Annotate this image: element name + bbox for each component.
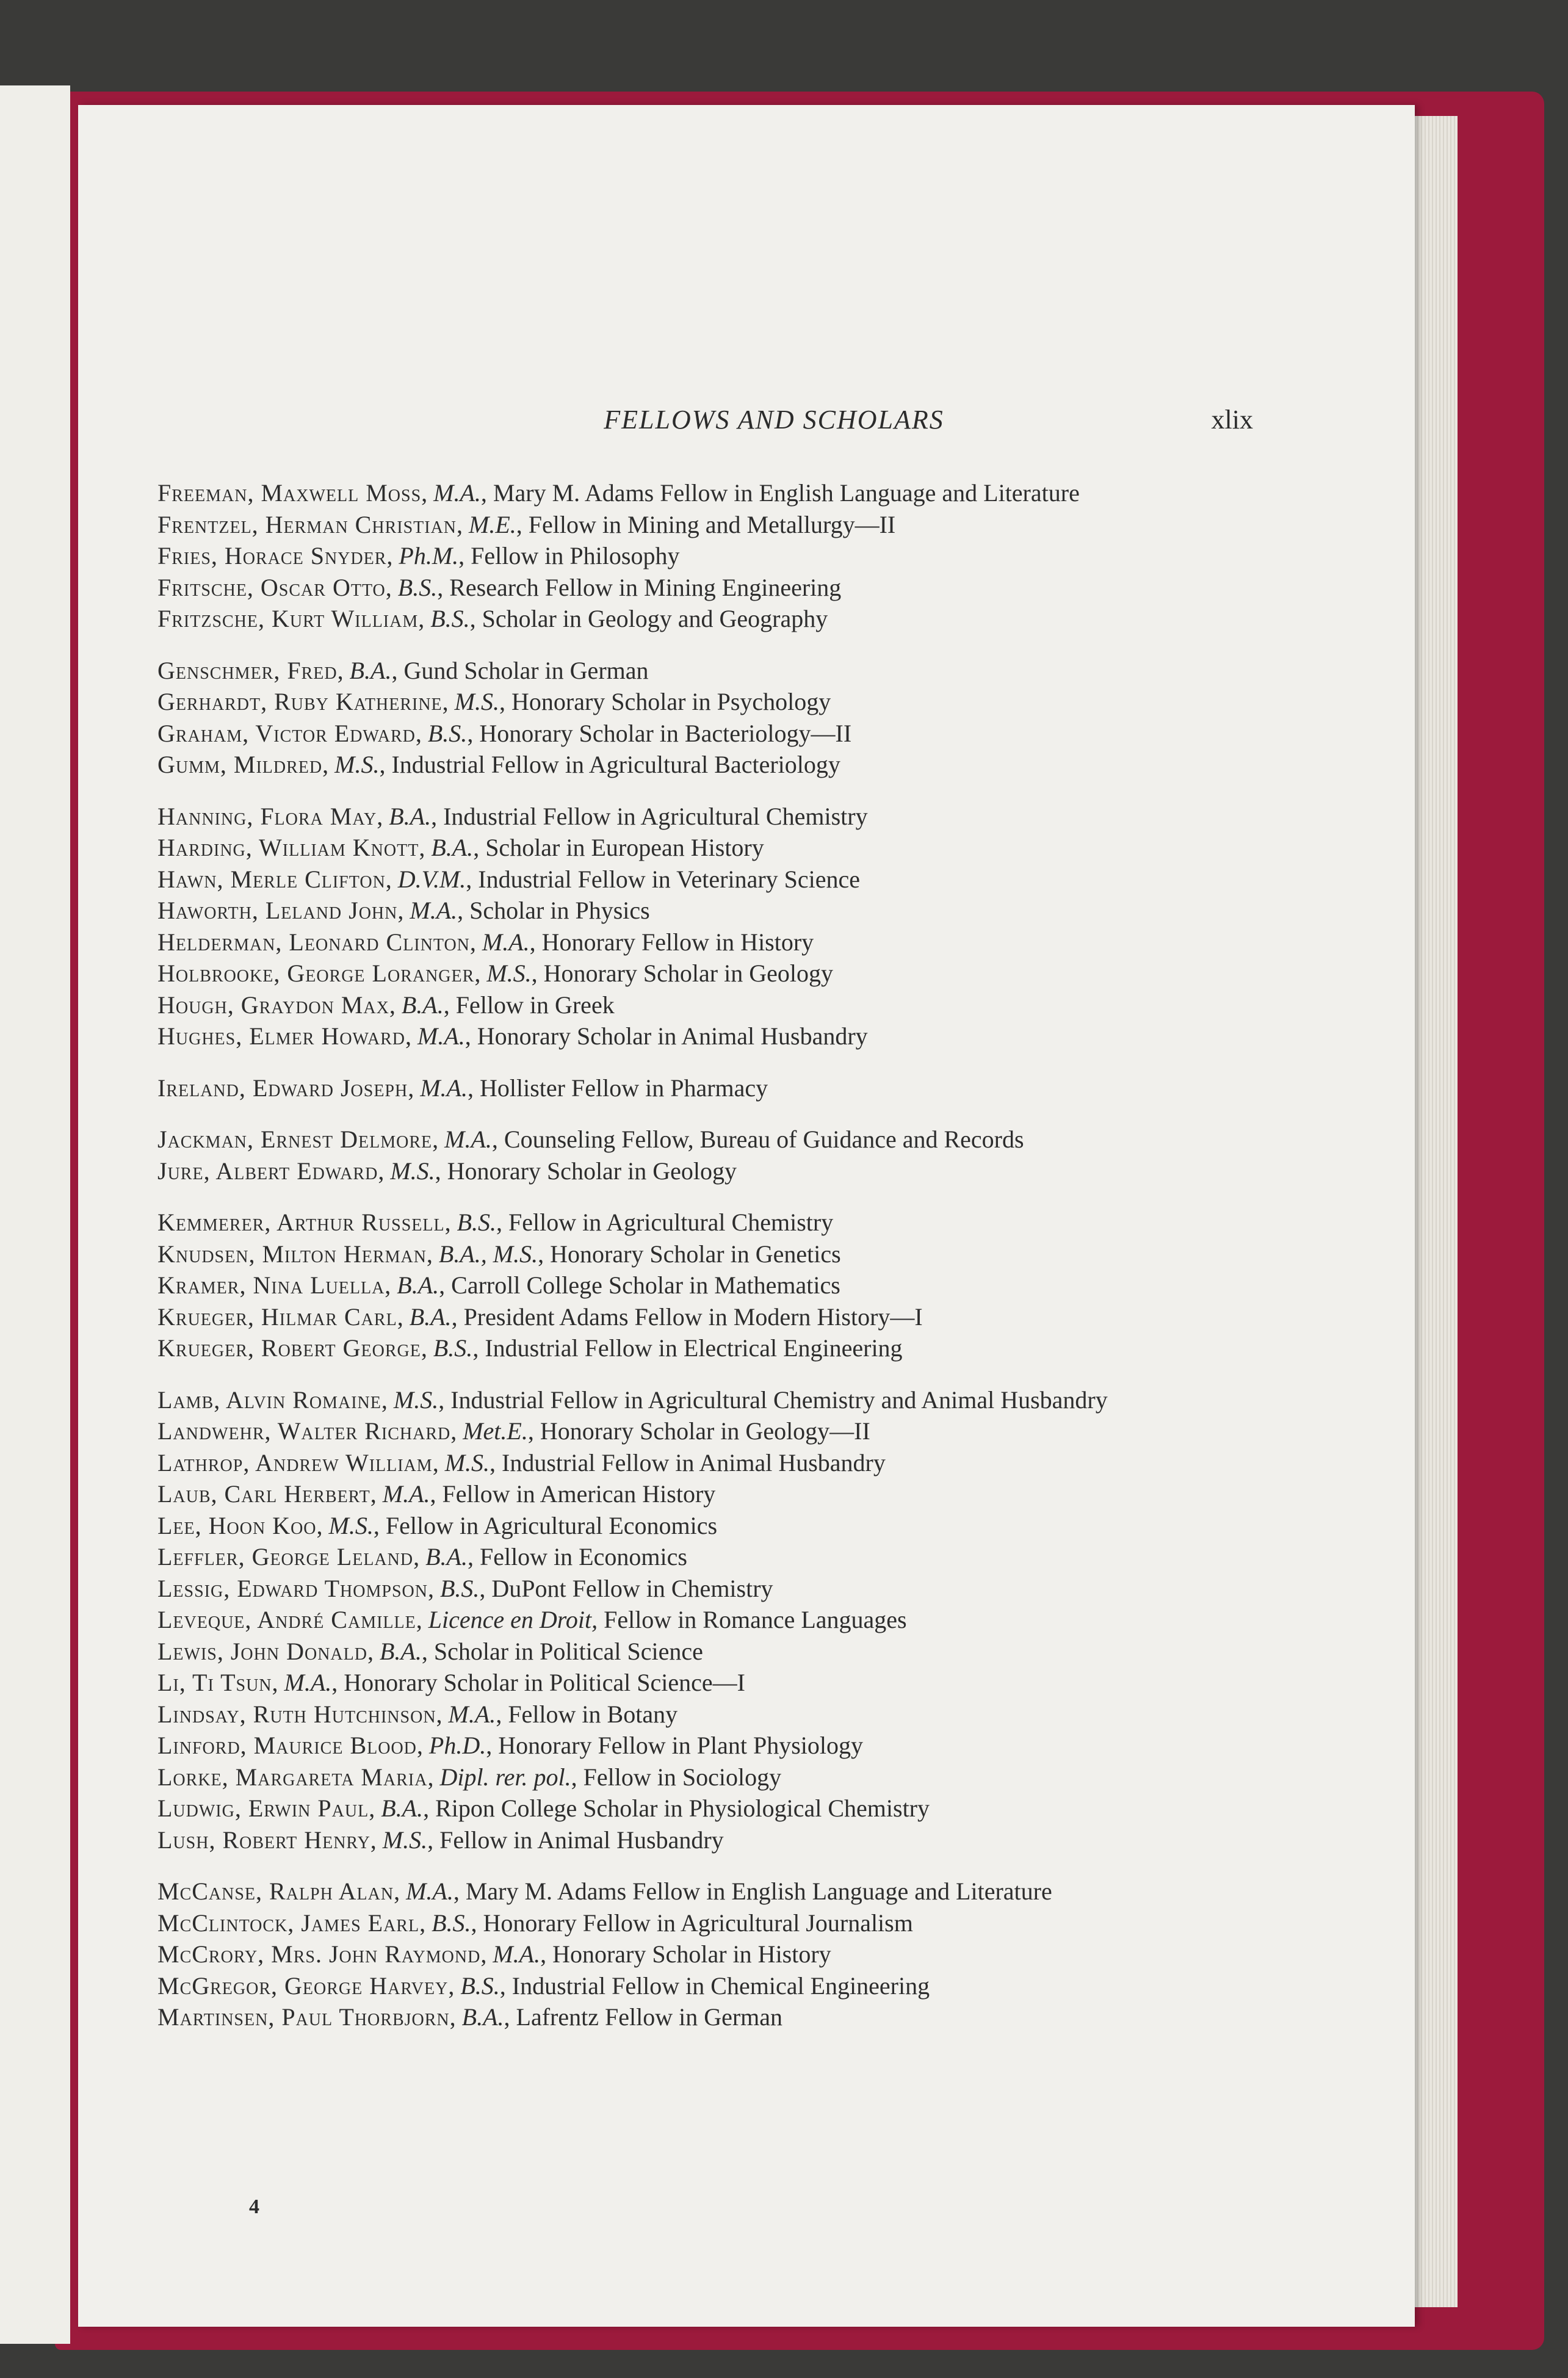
position: Honorary Fellow in Plant Physiology xyxy=(498,1732,864,1759)
degree: M.S. xyxy=(444,1448,490,1476)
letter-group xyxy=(157,655,1299,781)
list-item: Krueger, Robert George, B.S., Industrial Fellow in Electrical Engineering xyxy=(157,1334,903,1362)
degree: M.A. xyxy=(382,1480,430,1508)
position: Fellow in Agricultural Economics xyxy=(385,1511,718,1539)
fellow-name: McClintock, James Earl xyxy=(157,1909,420,1937)
fellow-name: Harding, William Knott xyxy=(157,834,419,861)
position: Scholar in European History xyxy=(485,834,764,861)
fellow-name: McCrory, Mrs. John Raymond xyxy=(157,1940,481,1968)
fellow-name: Gerhardt, Ruby Katherine xyxy=(157,688,443,715)
degree: B.S. xyxy=(460,1971,500,2000)
degree: M.S. xyxy=(454,688,499,715)
fellow-name: Fries, Horace Snyder xyxy=(157,542,387,569)
position: Fellow in American History xyxy=(442,1480,716,1508)
position: Honorary Scholar in Geology—II xyxy=(540,1417,870,1445)
list-item: Leffler, George Leland, B.A., Fellow in Economics xyxy=(157,1543,687,1570)
fellow-name: Kramer, Nina Luella xyxy=(157,1271,385,1299)
fellow-name: Lush, Robert Henry xyxy=(157,1826,370,1854)
list-item: Linford, Maurice Blood, Ph.D., Honorary Fellow in Plant Physiology xyxy=(157,1732,864,1759)
position: Industrial Fellow in Veterinary Science xyxy=(478,865,861,893)
list-item: Hawn, Merle Clifton, D.V.M., Industrial Fellow in Veterinary Science xyxy=(157,865,861,893)
position: Counseling Fellow, Bureau of Guidance and Records xyxy=(504,1126,1024,1153)
list-item: Krueger, Hilmar Carl, B.A., President Adams Fellow in Modern History—I xyxy=(157,1303,923,1331)
list-item: Knudsen, Milton Herman, B.A., M.S., Honorary Scholar in Genetics xyxy=(157,1240,841,1268)
degree: Ph.M. xyxy=(399,542,459,569)
list-item: Lamb, Alvin Romaine, M.S., Industrial Fellow in Agricultural Chemistry and Animal Husbandry xyxy=(157,1386,1108,1414)
position: Honorary Scholar in Political Science—I xyxy=(344,1669,745,1696)
fellow-name: Martinsen, Paul Thorbjorn xyxy=(157,2003,450,2031)
position: Honorary Fellow in Agricultural Journalism xyxy=(483,1909,913,1937)
degree: M.S. xyxy=(334,751,380,778)
degree: D.V.M. xyxy=(397,865,466,893)
fellow-name: Lessig, Edward Thompson xyxy=(157,1574,428,1602)
fellow-name: Lee, Hoon Koo xyxy=(157,1511,317,1539)
list-item: Graham, Victor Edward, B.S., Honorary Scholar in Bacteriology—II xyxy=(157,719,852,747)
position: Mary M. Adams Fellow in English Language and Literature xyxy=(465,1877,1052,1905)
letter-group xyxy=(157,1876,1299,2033)
degree: Ph.D. xyxy=(428,1732,486,1759)
list-item: Hughes, Elmer Howard, M.A., Honorary Scholar in Animal Husbandry xyxy=(157,1022,868,1050)
degree: B.A. xyxy=(425,1543,468,1570)
position: Industrial Fellow in Agricultural Chemistry and Animal Husbandry xyxy=(450,1386,1108,1414)
list-item: Ludwig, Erwin Paul, B.A., Ripon College Scholar in Physiological Chemistry xyxy=(157,1794,930,1822)
degree: B.A. xyxy=(397,1271,439,1299)
facing-page xyxy=(0,85,70,2344)
position: Honorary Scholar in Psychology xyxy=(511,688,831,715)
fellow-name: Lathrop, Andrew William xyxy=(157,1448,433,1476)
degree: M.E. xyxy=(469,510,516,538)
letter-group xyxy=(157,1072,1299,1104)
list-item: Lathrop, Andrew William, M.S., Industrial Fellow in Animal Husbandry xyxy=(157,1448,886,1476)
fellow-name: Hanning, Flora May xyxy=(157,802,377,830)
page-edges xyxy=(1415,116,1458,2307)
degree: M.A. xyxy=(410,897,458,924)
list-item: Fries, Horace Snyder, Ph.M., Fellow in Philosophy xyxy=(157,542,680,569)
fellow-name: Leveque, André Camille xyxy=(157,1606,416,1633)
fellow-name: Gumm, Mildred xyxy=(157,751,323,778)
position: Industrial Fellow in Animal Husbandry xyxy=(502,1448,886,1476)
position: Mary M. Adams Fellow in English Language and Literature xyxy=(493,479,1080,507)
fellow-name: Hughes, Elmer Howard xyxy=(157,1022,405,1050)
position: Fellow in Botany xyxy=(508,1700,678,1728)
degree: B.A. xyxy=(431,834,474,861)
fellow-name: Krueger, Hilmar Carl xyxy=(157,1303,397,1331)
page-number: xlix xyxy=(1211,405,1253,435)
list-item: Jackman, Ernest Delmore, M.A., Counseling Fellow, Bureau of Guidance and Records xyxy=(157,1126,1024,1153)
list-item: Martinsen, Paul Thorbjorn, B.A., Lafrentz Fellow in German xyxy=(157,2003,783,2031)
position: Fellow in Philosophy xyxy=(471,542,680,569)
position: Ripon College Scholar in Physiological Chemistry xyxy=(435,1794,930,1822)
fellow-name: Frentzel, Herman Christian xyxy=(157,510,457,538)
position: Industrial Fellow in Agricultural Chemistry xyxy=(443,802,868,830)
list-item: Fritzsche, Kurt William, B.S., Scholar in Geology and Geography xyxy=(157,605,828,632)
letter-group xyxy=(157,1384,1299,1856)
position: Honorary Scholar in Animal Husbandry xyxy=(477,1022,868,1050)
position: DuPont Fellow in Chemistry xyxy=(491,1574,773,1602)
list-item: Helderman, Leonard Clinton, M.A., Honorary Fellow in History xyxy=(157,928,814,956)
position: Scholar in Physics xyxy=(469,897,650,924)
position: Hollister Fellow in Pharmacy xyxy=(479,1074,768,1102)
degree: B.A. xyxy=(379,1637,422,1665)
fellow-name: Holbrooke, George Loranger xyxy=(157,960,475,987)
position: Fellow in Romance Languages xyxy=(604,1606,907,1633)
degree: M.A. xyxy=(417,1022,465,1050)
list-item: Gumm, Mildred, M.S., Industrial Fellow in Agricultural Bacteriology xyxy=(157,751,840,778)
list-item: Gerhardt, Ruby Katherine, M.S., Honorary Scholar in Psychology xyxy=(157,688,831,715)
list-item: Harding, William Knott, B.A., Scholar in European History xyxy=(157,834,764,861)
position: Honorary Scholar in Geology xyxy=(543,960,833,987)
list-item: Haworth, Leland John, M.A., Scholar in Physics xyxy=(157,897,650,924)
fellow-name: Genschmer, Fred xyxy=(157,656,338,684)
list-item: Landwehr, Walter Richard, Met.E., Honorary Scholar in Geology—II xyxy=(157,1417,870,1445)
list-item: Hough, Graydon Max, B.A., Fellow in Greek xyxy=(157,991,615,1019)
degree: B.S. xyxy=(457,1209,497,1236)
position: Lafrentz Fellow in German xyxy=(516,2003,783,2031)
fellow-name: Krueger, Robert George xyxy=(157,1334,421,1362)
position: Honorary Fellow in History xyxy=(541,928,814,956)
list-item: Lorke, Margareta Maria, Dipl. rer. pol., Fellow in Sociology xyxy=(157,1763,782,1791)
degree: B.S. xyxy=(432,1909,471,1937)
degree: M.A. xyxy=(448,1700,496,1728)
list-item: McCanse, Ralph Alan, M.A., Mary M. Adams Fellow in English Language and Literature xyxy=(157,1877,1052,1905)
list-item: Kemmerer, Arthur Russell, B.S., Fellow in Agricultural Chemistry xyxy=(157,1209,834,1236)
degree: B.A. xyxy=(401,991,444,1019)
letter-group xyxy=(157,1207,1299,1364)
position: Fellow in Mining and Metallurgy—II xyxy=(528,510,896,538)
position: Fellow in Greek xyxy=(455,991,615,1019)
degree: B.A. xyxy=(349,656,392,684)
degree: B.A., M.S. xyxy=(438,1240,538,1268)
list-item: Lessig, Edward Thompson, B.S., DuPont Fellow in Chemistry xyxy=(157,1574,773,1602)
position: Honorary Scholar in Bacteriology—II xyxy=(479,719,852,747)
list-item: Fritsche, Oscar Otto, B.S., Research Fellow in Mining Engineering xyxy=(157,573,842,601)
degree: M.S. xyxy=(390,1157,435,1185)
fellow-name: McCanse, Ralph Alan xyxy=(157,1877,394,1905)
position: Fellow in Animal Husbandry xyxy=(439,1826,724,1854)
fellow-name: Hawn, Merle Clifton xyxy=(157,865,386,893)
fellow-name: Landwehr, Walter Richard xyxy=(157,1417,451,1445)
list-item: Holbrooke, George Loranger, M.S., Honorary Scholar in Geology xyxy=(157,960,833,987)
letter-group xyxy=(157,801,1299,1052)
book-page xyxy=(78,105,1415,2327)
fellow-name: Linford, Maurice Blood xyxy=(157,1732,417,1759)
list-item: Li, Ti Tsun, M.A., Honorary Scholar in Political Science—I xyxy=(157,1669,745,1696)
position: Industrial Fellow in Chemical Engineering xyxy=(511,1971,930,2000)
fellow-name: Jure, Albert Edward xyxy=(157,1157,378,1185)
list-item: Lush, Robert Henry, M.S., Fellow in Animal Husbandry xyxy=(157,1826,724,1854)
fellow-name: Ludwig, Erwin Paul xyxy=(157,1794,369,1822)
position: Honorary Scholar in Genetics xyxy=(550,1240,841,1268)
fellow-name: Helderman, Leonard Clinton xyxy=(157,928,470,956)
fellow-name: Hough, Graydon Max xyxy=(157,991,389,1019)
fellow-name: Ireland, Edward Joseph xyxy=(157,1074,408,1102)
fellow-name: Leffler, George Leland xyxy=(157,1543,414,1570)
fellow-name: Jackman, Ernest Delmore xyxy=(157,1126,433,1153)
degree: M.A. xyxy=(406,1877,453,1905)
list-item: Freeman, Maxwell Moss, M.A., Mary M. Adams Fellow in English Language and Literature xyxy=(157,479,1080,507)
letter-group xyxy=(157,477,1299,635)
position: Scholar in Political Science xyxy=(433,1637,703,1665)
degree: B.S. xyxy=(427,719,468,747)
list-item: Lindsay, Ruth Hutchinson, M.A., Fellow in Botany xyxy=(157,1700,678,1728)
position: Research Fellow in Mining Engineering xyxy=(449,573,842,601)
degree: B.A. xyxy=(381,1794,424,1822)
fellow-name: Kemmerer, Arthur Russell xyxy=(157,1209,445,1236)
position: Fellow in Economics xyxy=(479,1543,687,1570)
fellow-name: Li, Ti Tsun xyxy=(157,1669,272,1696)
fellow-name: Lindsay, Ruth Hutchinson xyxy=(157,1700,436,1728)
position: Honorary Scholar in Geology xyxy=(447,1157,737,1185)
degree: M.A. xyxy=(420,1074,468,1102)
fellow-name: Lamb, Alvin Romaine xyxy=(157,1386,381,1414)
degree: B.A. xyxy=(389,802,432,830)
fellow-name: Lewis, John Donald xyxy=(157,1637,367,1665)
fellow-name: Freeman, Maxwell Moss xyxy=(157,479,422,507)
degree: B.A. xyxy=(409,1303,452,1331)
page-header xyxy=(78,404,1415,453)
fellow-name: Laub, Carl Herbert xyxy=(157,1480,370,1508)
degree: B.S. xyxy=(433,1334,473,1362)
position: Fellow in Agricultural Chemistry xyxy=(508,1209,834,1236)
letter-group xyxy=(157,1124,1299,1187)
degree: Dipl. rer. pol. xyxy=(439,1763,571,1791)
degree: M.A. xyxy=(493,1940,541,1968)
list-item: Hanning, Flora May, B.A., Industrial Fellow in Agricultural Chemistry xyxy=(157,802,868,830)
list-item: Jure, Albert Edward, M.S., Honorary Scholar in Geology xyxy=(157,1157,737,1185)
fellow-name: McGregor, George Harvey xyxy=(157,1971,449,2000)
degree: B.S. xyxy=(439,1574,480,1602)
fellow-name: Lorke, Margareta Maria xyxy=(157,1763,428,1791)
position: Gund Scholar in German xyxy=(403,656,649,684)
list-item: Laub, Carl Herbert, M.A., Fellow in American History xyxy=(157,1480,716,1508)
list-item: Kramer, Nina Luella, B.A., Carroll College Scholar in Mathematics xyxy=(157,1271,840,1299)
degree: B.A. xyxy=(461,2003,504,2031)
fellow-name: Haworth, Leland John xyxy=(157,897,398,924)
fellows-list xyxy=(157,477,1299,2053)
position: Honorary Scholar in History xyxy=(552,1940,831,1968)
position: Fellow in Sociology xyxy=(583,1763,782,1791)
degree: M.A. xyxy=(444,1126,492,1153)
fellow-name: Fritsche, Oscar Otto xyxy=(157,573,386,601)
degree: M.A. xyxy=(482,928,530,956)
list-item: McCrory, Mrs. John Raymond, M.A., Honorary Scholar in History xyxy=(157,1940,831,1968)
list-item: McClintock, James Earl, B.S., Honorary Fellow in Agricultural Journalism xyxy=(157,1909,913,1937)
list-item: Frentzel, Herman Christian, M.E., Fellow in Mining and Metallurgy—II xyxy=(157,510,896,538)
position: Carroll College Scholar in Mathematics xyxy=(451,1271,840,1299)
degree: M.S. xyxy=(328,1511,374,1539)
list-item: Leveque, André Camille, Licence en Droit, Fellow in Romance Languages xyxy=(157,1606,907,1633)
signature-mark: 4 xyxy=(249,2195,259,2218)
list-item: Genschmer, Fred, B.A., Gund Scholar in German xyxy=(157,656,649,684)
running-title: FELLOWS AND SCHOLARS xyxy=(604,405,944,435)
fellow-name: Fritzsche, Kurt William xyxy=(157,605,419,632)
fellow-name: Graham, Victor Edward xyxy=(157,719,416,747)
position: President Adams Fellow in Modern History—I xyxy=(463,1303,923,1331)
degree: B.S. xyxy=(430,605,470,632)
fellow-name: Knudsen, Milton Herman xyxy=(157,1240,427,1268)
degree: M.S. xyxy=(382,1826,428,1854)
degree: Met.E. xyxy=(463,1417,528,1445)
position: Scholar in Geology and Geography xyxy=(482,605,828,632)
position: Industrial Fellow in Electrical Engineering xyxy=(485,1334,903,1362)
degree: B.S. xyxy=(397,573,438,601)
degree: M.A. xyxy=(284,1669,332,1696)
position: Industrial Fellow in Agricultural Bacteriology xyxy=(391,751,840,778)
degree: M.A. xyxy=(433,479,481,507)
degree: M.S. xyxy=(486,960,532,987)
list-item: Ireland, Edward Joseph, M.A., Hollister Fellow in Pharmacy xyxy=(157,1074,768,1102)
list-item: Lewis, John Donald, B.A., Scholar in Political Science xyxy=(157,1637,703,1665)
list-item: McGregor, George Harvey, B.S., Industrial Fellow in Chemical Engineering xyxy=(157,1971,930,2000)
list-item: Lee, Hoon Koo, M.S., Fellow in Agricultural Economics xyxy=(157,1511,718,1539)
degree: Licence en Droit, xyxy=(428,1606,598,1633)
degree: M.S. xyxy=(393,1386,439,1414)
